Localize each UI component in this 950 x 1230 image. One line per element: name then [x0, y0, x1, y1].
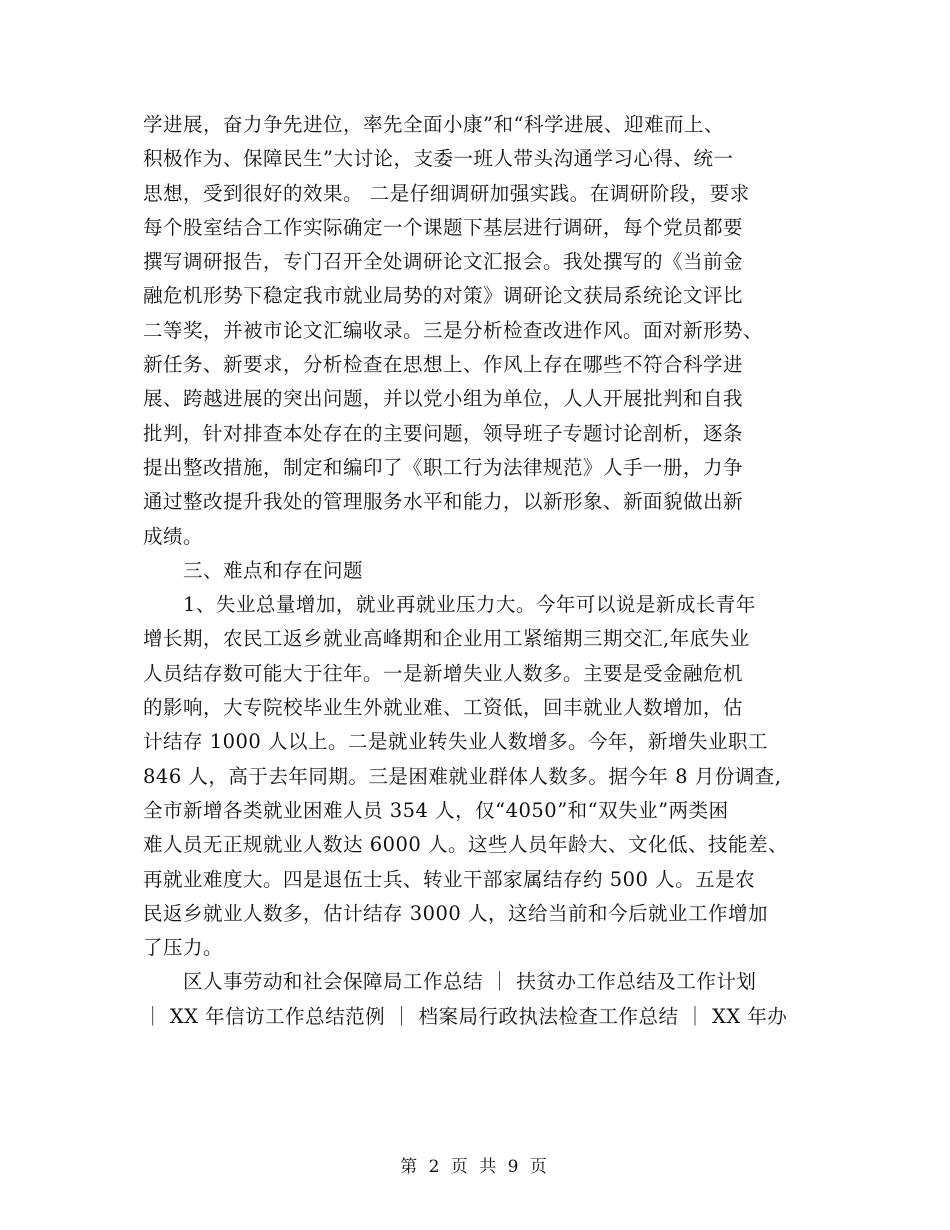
text-line: 了压力。: [143, 936, 224, 960]
text-line: 人员结存数可能大于往年。一是新增失业人数多。主要是受金融危机: [143, 661, 744, 685]
text-line: 展、跨越进展的突出问题，并以党小组为单位，人人开展批判和自我: [143, 387, 744, 411]
text-line: 再就业难度大。四是退伍士兵、转业干部家属结存约 500 人。五是农: [143, 867, 756, 891]
text-line: 撰写调研报告，专门召开全处调研论文汇报会。我处撰写的《当前金: [143, 250, 744, 274]
text-line: 通过整改提升我处的管理服务水平和能力，以新形象、新面貌做出新: [143, 490, 744, 514]
text-line: 批判，针对排查本处存在的主要问题，领导班子专题讨论剖析，逐条: [143, 421, 744, 445]
text-line: 计结存 1000 人以上。二是就业转失业人数增多。今年，新增失业职工: [143, 730, 769, 754]
text-line: 1、失业总量增加，就业再就业压力大。今年可以说是新成长青年: [183, 593, 756, 617]
related-links-line[interactable]: 区人事劳动和社会保障局工作总结 ｜ 扶贫办工作总结及工作计划: [183, 970, 757, 994]
text-line: 提出整改措施，制定和编印了《职工行为法律规范》人手一册，力争: [143, 455, 744, 479]
section-heading: 三、难点和存在问题: [183, 558, 364, 582]
text-line: 难人员无正规就业人数达 6000 人。这些人员年龄大、文化低、技能差、: [143, 833, 789, 857]
text-line: 的影响，大专院校毕业生外就业难、工资低，回丰就业人数增加，估: [143, 696, 744, 720]
body-text: [143, 108, 815, 1034]
text-line: 成绩。: [143, 524, 204, 548]
page-footer: 第 2 页 共 9 页: [400, 1157, 550, 1177]
related-links-line[interactable]: ｜ XX 年信访工作总结范例 ｜ 档案局行政执法检查工作总结 ｜ XX 年办: [143, 1004, 788, 1028]
text-line: 新任务、新要求，分析检查在思想上、作风上存在哪些不符合科学进: [143, 353, 744, 377]
text-line: 每个股室结合工作实际确定一个课题下基层进行调研，每个党员都要: [143, 215, 744, 239]
text-line: 增长期，农民工返乡就业高峰期和企业用工紧缩期三期交汇,年底失业: [143, 627, 750, 651]
text-line: 全市新增各类就业困难人员 354 人，仅“4050”和“双失业”两类困: [143, 798, 729, 822]
text-line: 积极作为、保障民生”大讨论，支委一班人带头沟通学习心得、统一: [143, 147, 734, 171]
text-line: 846 人，高于去年同期。三是困难就业群体人数多。据今年 8 月份调查,: [143, 764, 782, 788]
text-line: 融危机形势下稳定我市就业局势的对策》调研论文获局系统论文评比: [143, 284, 744, 308]
text-line: 学进展，奋力争先进位，率先全面小康”和“科学进展、迎难而上、: [143, 113, 724, 136]
text-line: 民返乡就业人数多，估计结存 3000 人，这给当前和今后就业工作增加: [143, 901, 769, 925]
text-line: 二等奖，并被市论文汇编收录。三是分析检查改进作风。面对新形势、: [143, 318, 764, 342]
text-line: 思想，受到很好的效果。 二是仔细调研加强实践。在调研阶段，要求: [143, 181, 750, 205]
